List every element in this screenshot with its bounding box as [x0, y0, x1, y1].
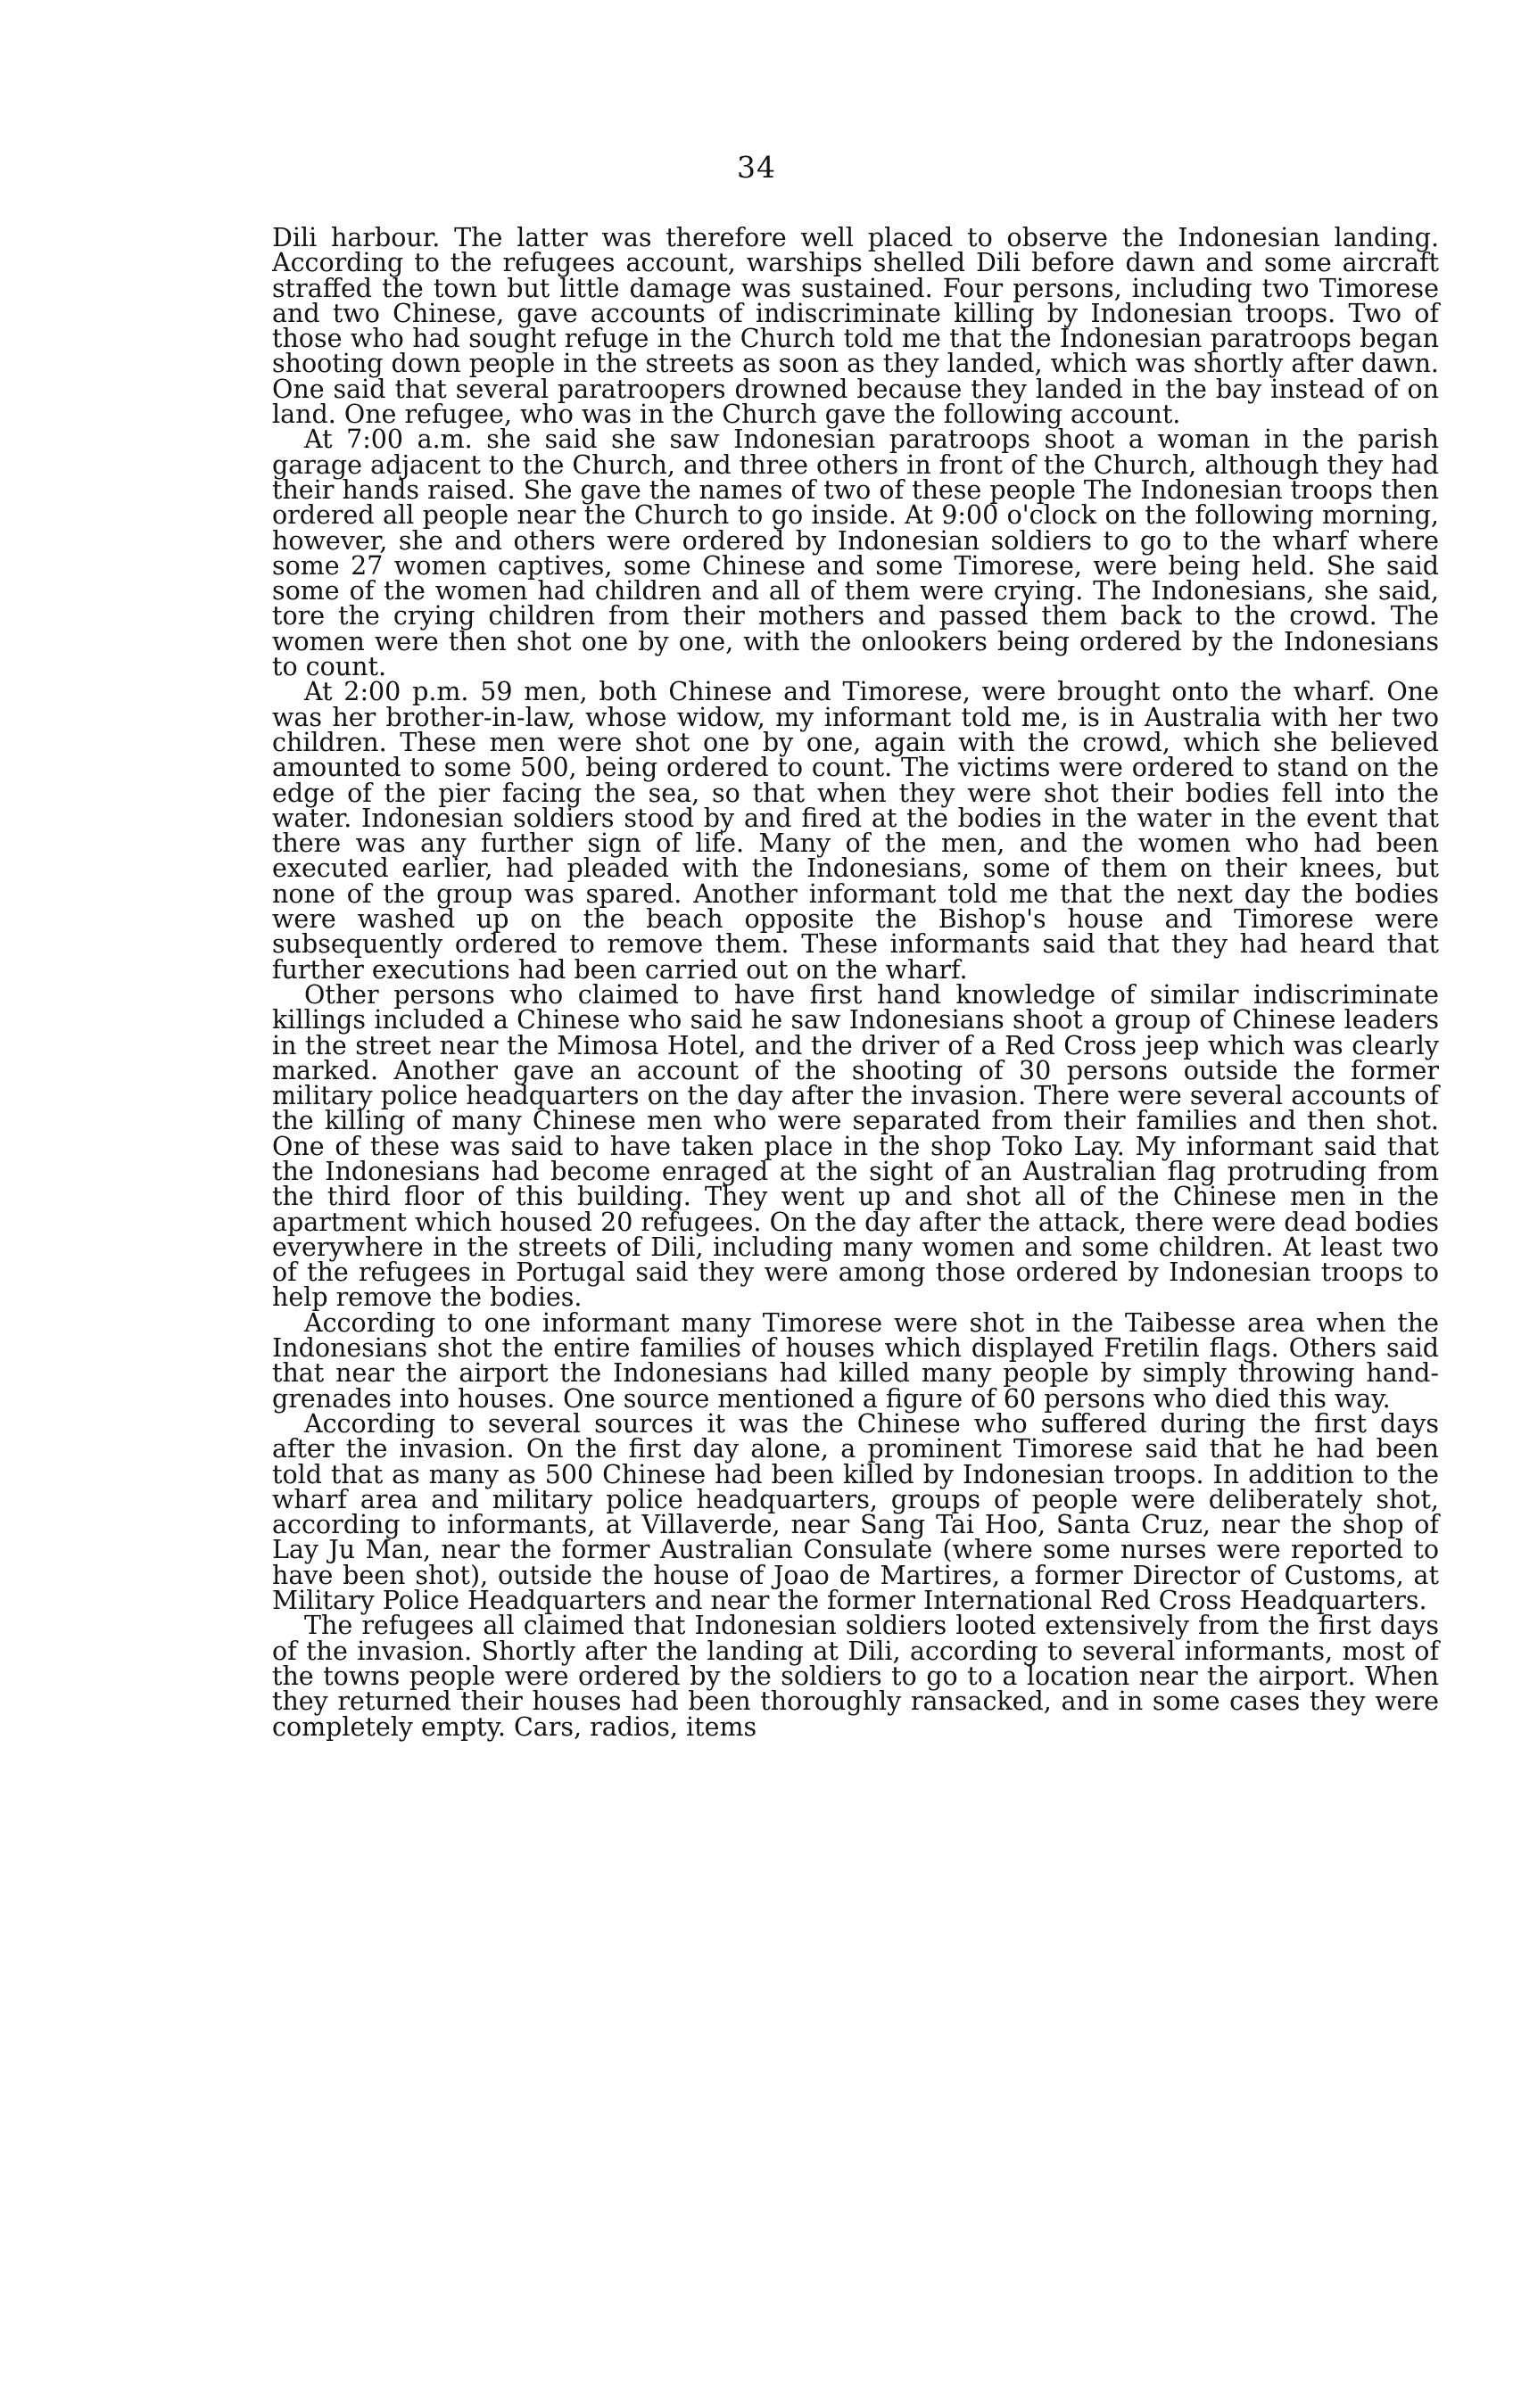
paragraph-wharf-executions: At 2:00 p.m. 59 men, both Chinese and Timorese, were brought onto the wharf. One was her brother-in-law, whose widow, my informant told me, is in Australia with her two children. These men were shot one by one, again with the crowd, which she believed amounted to some 500, being ordered to count. The victims were ordered to stand on the edge of the pier facing the sea, so that when they were shot their bodies fell into the water. Indonesian soldiers stood by and fired at the bodies in the water in the event that there was any further sign of life. Many of the men, and the women who had been executed earlier, had pleaded with the Indonesians, some of them on their knees, but none of the group was spared. Another informant told me that the next day the bodies were washed up on the beach opposite the Bishop's house and Timorese were subsequently ordered to remove them. These informants said that they had heard that further executions had been carried out on the wharf. [272, 677, 1439, 985]
body-text [272, 223, 1439, 1742]
paragraph-taibesse-area: According to one informant many Timorese were shot in the Taibesse area when the Indonesians shot the entire families of houses which displayed Fretilin flags. Others said that near the airport the Indonesians had killed many people by simply throwing hand-grenades into houses. One source mentioned a figure of 60 persons who died this way. [272, 1307, 1439, 1414]
paragraph-church-account: At 7:00 a.m. she said she saw Indonesian paratroops shoot a woman in the parish garage adjacent to the Church, and three others in front of the Church, although they had their hands raised. She gave the names of two of these people The Indonesian troops then ordered all people near the Church to go inside. At 9:00 o'clock on the following morning, however, she and others were ordered by Indonesian soldiers to go to the wharf where some 27 women captives, some Chinese and some Timorese, were being held. She said some of the women had children and all of them were crying. The Indonesians, she said, tore the crying children from their mothers and passed them back to the crowd. The women were then shot one by one, with the onlookers being ordered by the Indonesians to count. [272, 425, 1439, 682]
paragraph-looting: The refugees all claimed that Indonesian soldiers looted extensively from the first days of the invasion. Shortly after the landing at Dili, according to several informants, most of the towns people were ordered by the soldiers to go to a location near the airport. When they returned their houses had been thoroughly ransacked, and in some cases they were completely empty. Cars, radios, items [272, 1611, 1439, 1742]
paragraph-chinese-victims: According to several sources it was the Chinese who suffered during the first days after the invasion. On the first day alone, a prominent Timorese said that he had been told that as many as 500 Chinese had been killed by Indonesian troops. In addition to the wharf area and military police headquarters, groups of people were deliberately shot, according to informants, at Villaverde, near Sang Tai Hoo, Santa Cruz, near the shop of Lay Ju Man, near the former Australian Consulate (where some nurses were reported to have been shot), outside the house of Joao de Martires, a former Director of Customs, at Military Police Headquarters and near the former International Red Cross Headquarters. [272, 1408, 1439, 1616]
paragraph-refugee-account-intro: Dili harbour. The latter was therefore well placed to observe the Indonesian landing. According to the refugees account, warships shelled Dili before dawn and some aircraft straffed the town but little damage was sustained. Four persons, including two Timorese and two Chinese, gave accounts of indiscriminate killing by Indonesian troops. Two of those who had sought refuge in the Church told me that the Indonesian paratroops began shooting down people in the streets as soon as they landed, which was shortly after dawn. One said that several paratroopers drowned because they landed in the bay instead of on land. One refugee, who was in the Church gave the following account. [272, 223, 1439, 430]
paragraph-other-killings: Other persons who claimed to have first hand knowledge of similar indiscriminate killings included a Chinese who said he saw Indonesians shoot a group of Chinese leaders in the street near the Mimosa Hotel, and the driver of a Red Cross jeep which was clearly marked. Another gave an account of the shooting of 30 persons outside the former military police headquarters on the day after the invasion. There were several accounts of the killing of many Chinese men who were separated from their families and then shot. One of these was said to have taken place in the shop Toko Lay. My informant said that the Indonesians had become enraged at the sight of an Australian flag protruding from the third floor of this building. They went up and shot all of the Chinese men in the apartment which housed 20 refugees. On the day after the attack, there were dead bodies everywhere in the streets of Dili, including many women and some children. At least two of the refugees in Portugal said they were among those ordered by Indonesian troops to help remove the bodies. [272, 979, 1439, 1313]
page-number: 34 [737, 150, 776, 185]
